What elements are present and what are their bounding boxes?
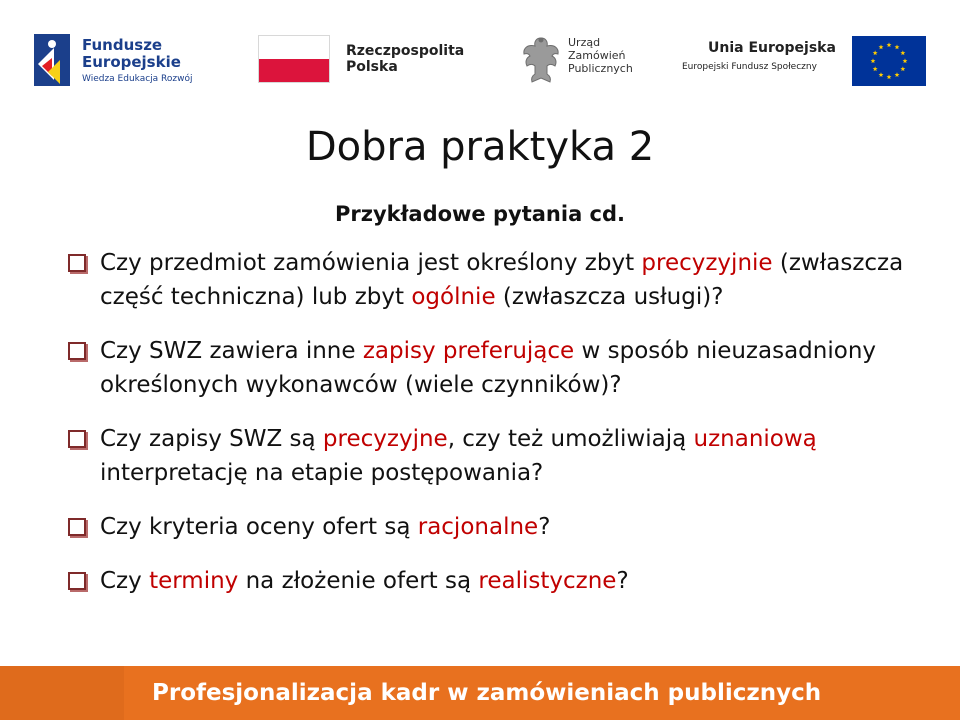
fe-title bbox=[82, 37, 181, 71]
bullet-text: na złożenie ofert są bbox=[238, 568, 479, 594]
checkbox-icon bbox=[68, 254, 86, 272]
bullet-text: Czy zapisy SWZ są bbox=[100, 426, 323, 452]
eu-star-icon bbox=[903, 58, 908, 63]
page-title: Dobra praktyka 2 bbox=[305, 124, 655, 170]
fe-title-line1: Fundusze bbox=[82, 36, 163, 54]
bullet-text: Czy kryteria oceny ofert są bbox=[100, 514, 418, 540]
bullet-text: Czy przedmiot zamówienia jest określony zbyt bbox=[100, 250, 642, 276]
fe-subtitle: Wiedza Edukacja Rozwój bbox=[82, 74, 193, 84]
uzp-logo bbox=[520, 34, 650, 86]
highlighted-text: racjonalne bbox=[417, 514, 539, 540]
bullet-list bbox=[66, 246, 946, 618]
uzp-line1: Urząd bbox=[568, 36, 601, 49]
rp-title bbox=[346, 43, 464, 75]
highlighted-text: zapisy preferujące bbox=[362, 338, 575, 364]
ue-subtitle: Europejski Fundusz Społeczny bbox=[682, 62, 817, 72]
polish-flag-icon bbox=[258, 35, 330, 83]
eu-star-icon bbox=[873, 66, 878, 71]
eu-star-icon bbox=[895, 45, 900, 50]
highlighted-text: precyzyjnie bbox=[641, 250, 773, 276]
checkbox-icon bbox=[68, 518, 86, 536]
highlighted-text: precyzyjne bbox=[322, 426, 448, 452]
fundusze-europejskie-icon bbox=[30, 30, 74, 90]
bullet-text: interpretację na etapie postępowania? bbox=[100, 460, 544, 486]
bullet-text: (zwłaszcza usługi)? bbox=[495, 284, 724, 310]
rzeczpospolita-polska-logo bbox=[258, 35, 488, 85]
unia-europejska-logo bbox=[682, 34, 932, 86]
page-subtitle: Przykładowe pytania cd. bbox=[334, 202, 626, 226]
bullet-item bbox=[66, 564, 946, 598]
highlighted-text: terminy bbox=[149, 568, 239, 594]
highlighted-text: realistyczne bbox=[478, 568, 617, 594]
eu-star-icon bbox=[879, 45, 884, 50]
footer-banner bbox=[0, 666, 960, 720]
eu-star-icon bbox=[887, 42, 892, 47]
bullet-text: Czy SWZ zawiera inne bbox=[100, 338, 363, 364]
eu-star-icon bbox=[895, 72, 900, 77]
rp-line1: Rzeczpospolita bbox=[346, 43, 465, 59]
bullet-item bbox=[66, 422, 946, 490]
rp-line2: Polska bbox=[346, 59, 398, 75]
footer-text: Profesjonalizacja kadr w zamówieniach publicznych bbox=[152, 680, 822, 706]
checkbox-icon bbox=[68, 342, 86, 360]
bullet-text: Czy bbox=[100, 568, 150, 594]
bullet-text: (zwłaszcza część techniczna) lub zbyt bbox=[100, 250, 904, 310]
eu-star-icon bbox=[879, 72, 884, 77]
bullet-text: ? bbox=[538, 514, 551, 540]
bullet-item bbox=[66, 510, 946, 544]
highlighted-text: ogólnie bbox=[411, 284, 496, 310]
fundusze-europejskie-logo bbox=[30, 30, 220, 94]
uzp-title bbox=[568, 36, 633, 75]
bullet-item bbox=[66, 334, 946, 402]
bullet-text: ? bbox=[616, 568, 629, 594]
uzp-line2: Zamówień bbox=[568, 49, 626, 62]
eu-star-icon bbox=[900, 50, 905, 55]
eu-star-icon bbox=[873, 50, 878, 55]
logo-bar bbox=[0, 0, 960, 112]
eu-star-icon bbox=[887, 74, 892, 79]
checkbox-icon bbox=[68, 572, 86, 590]
ue-title: Unia Europejska bbox=[708, 40, 836, 56]
eu-flag-icon bbox=[852, 36, 926, 86]
checkbox-icon bbox=[68, 430, 86, 448]
bullet-text: , czy też umożliwiają bbox=[447, 426, 694, 452]
footer-accent bbox=[0, 666, 124, 720]
fe-title-line2: Europejskie bbox=[82, 53, 181, 71]
eu-star-icon bbox=[871, 58, 876, 63]
bullet-item bbox=[66, 246, 946, 314]
eu-star-icon bbox=[900, 66, 905, 71]
eagle-emblem-icon bbox=[520, 34, 562, 84]
uzp-line3: Publicznych bbox=[568, 62, 633, 75]
bullet-text: w sposób nieuzasadniony określonych wykonawców (wiele czynników)? bbox=[100, 338, 877, 398]
highlighted-text: uznaniową bbox=[693, 426, 817, 452]
